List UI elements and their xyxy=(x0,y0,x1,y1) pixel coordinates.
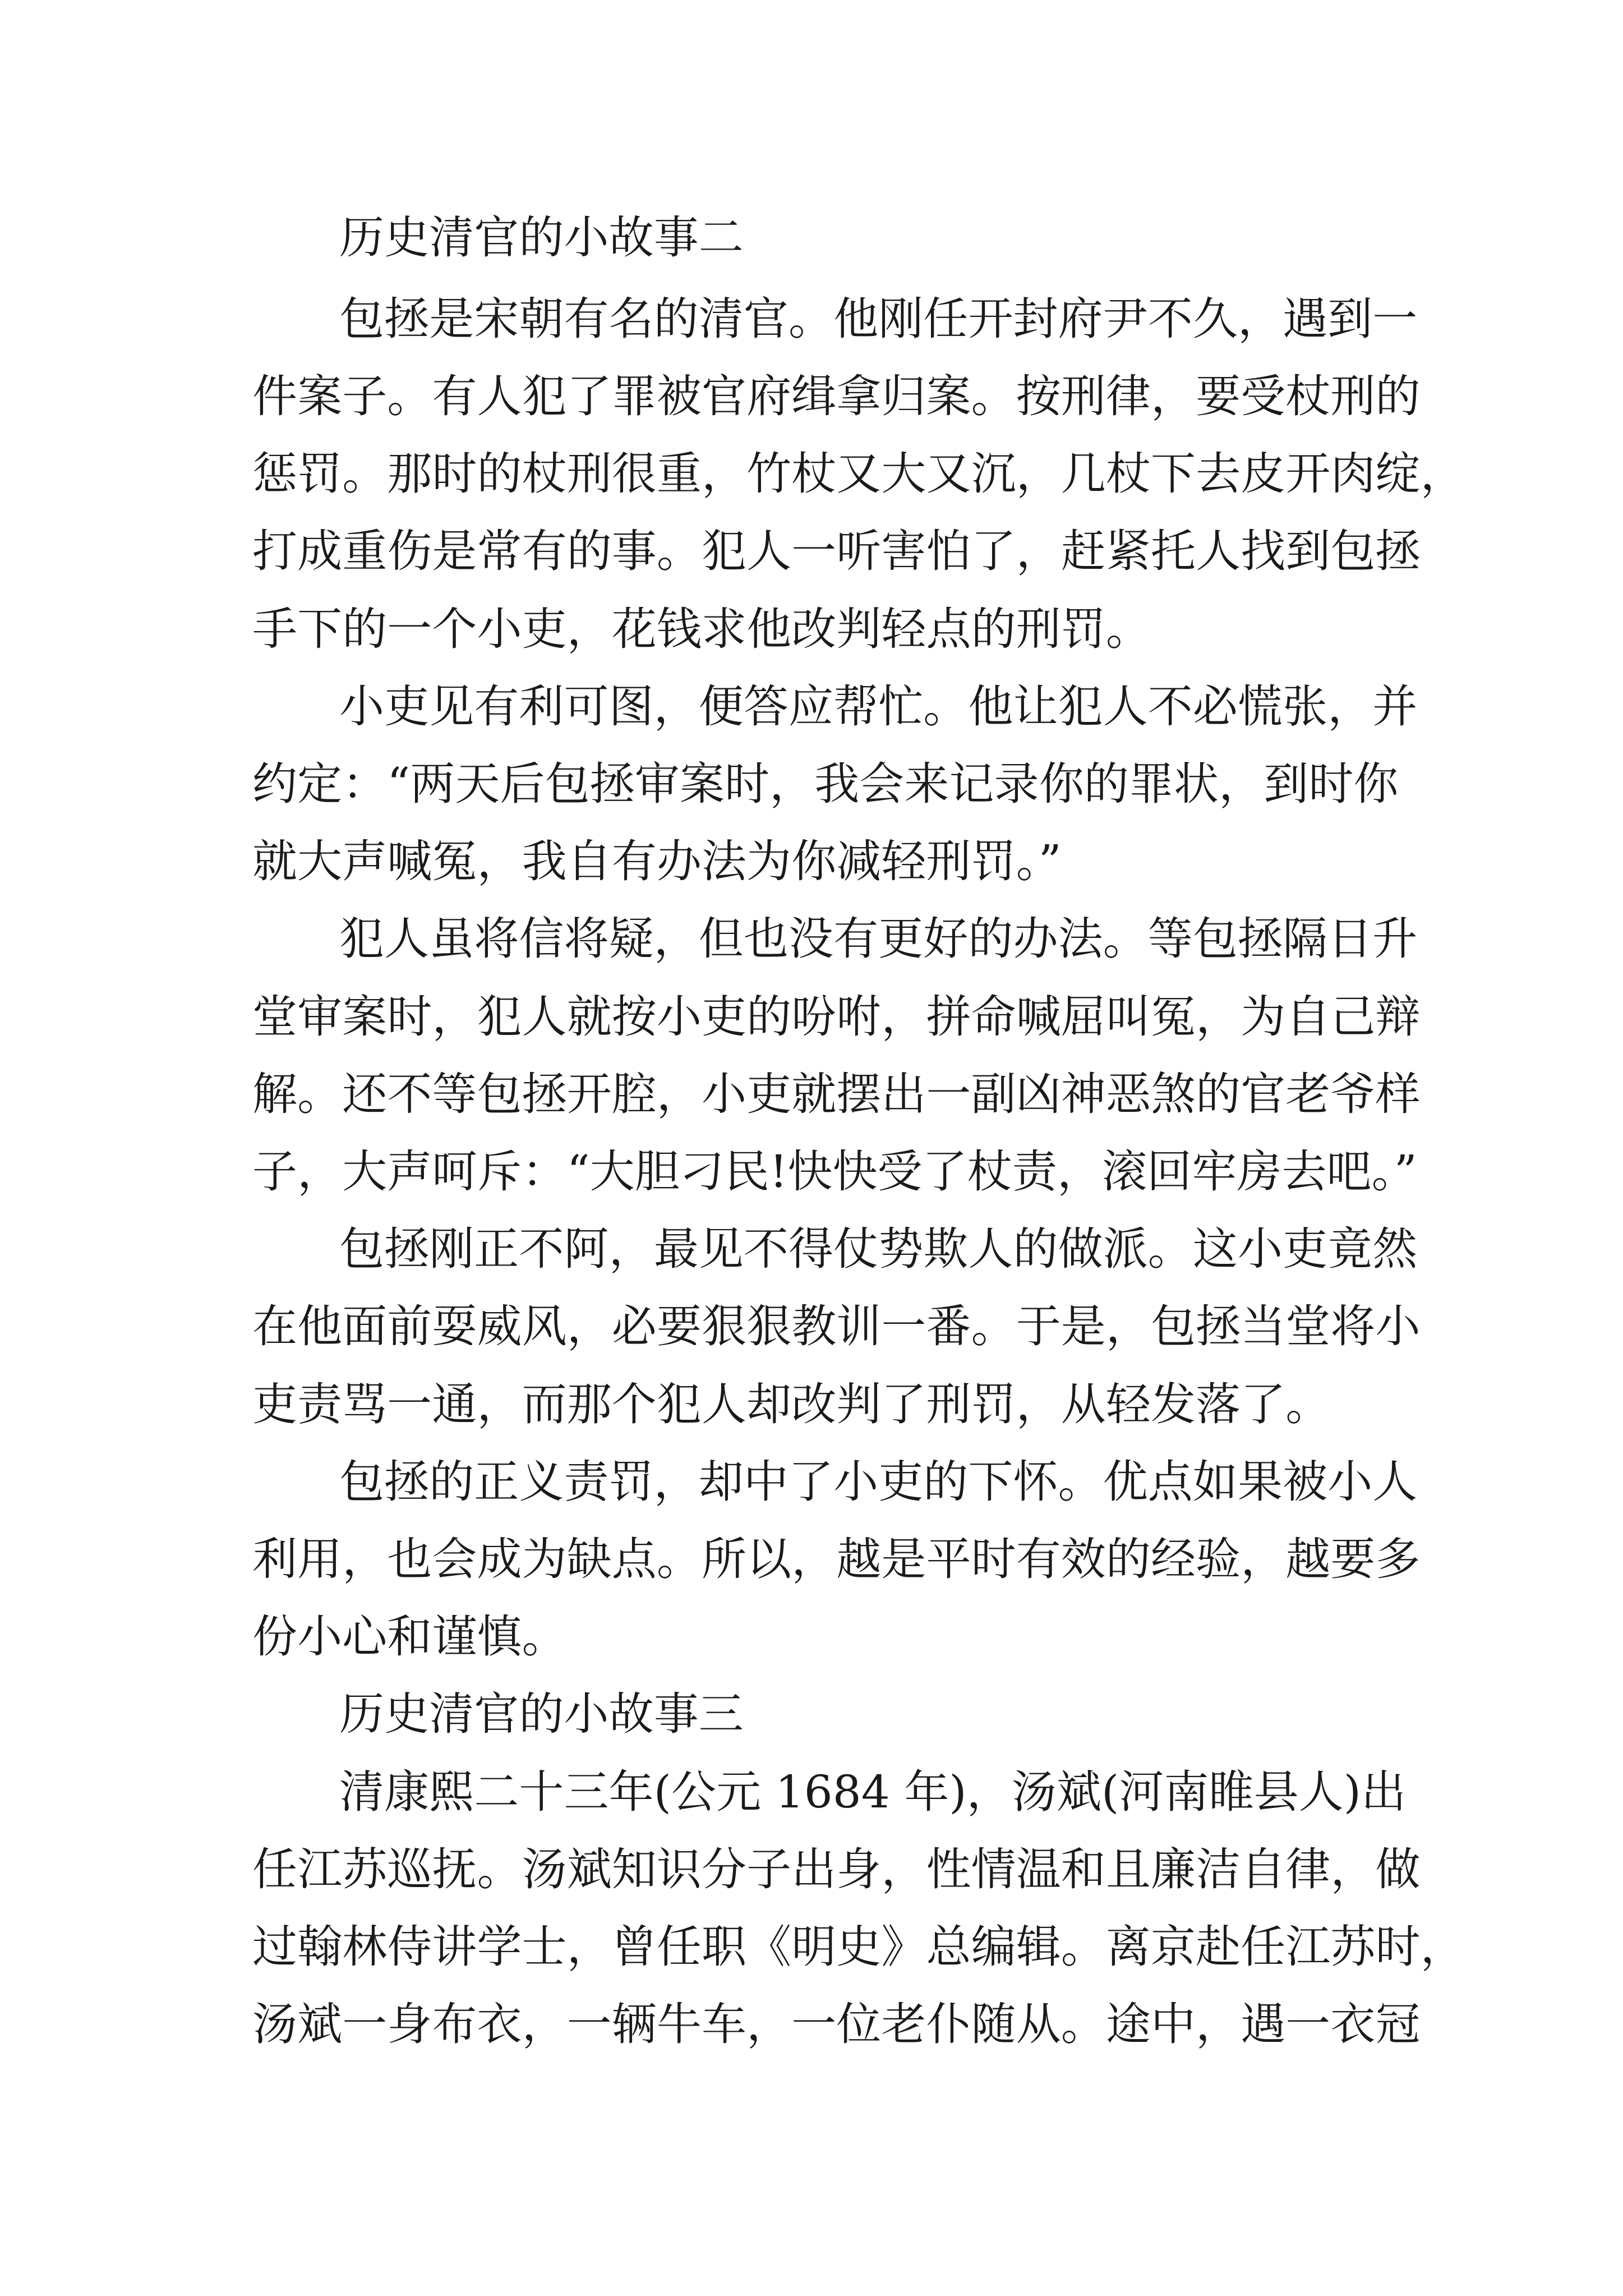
section-heading: 历史清官的小故事三 xyxy=(339,1688,744,1740)
paragraph-line: 份小心和谨慎。 xyxy=(252,1611,567,1663)
paragraph-line: 任江苏巡抚。汤斌知识分子出身，性情温和且廉洁自律，做 xyxy=(252,1843,1421,1895)
paragraph-line: 打成重伤是常有的事。犯人一听害怕了，赶紧托人找到包拯 xyxy=(252,525,1421,577)
paragraph-line: 汤斌一身布衣，一辆牛车，一位老仆随从。途中，遇一衣冠 xyxy=(252,1998,1421,2050)
paragraph-line: 堂审案时，犯人就按小吏的吩咐，拼命喊屈叫冤，为自己辩 xyxy=(252,991,1421,1043)
paragraph-line: 利用，也会成为缺点。所以，越是平时有效的经验，越要多 xyxy=(252,1533,1421,1585)
paragraph-line: 包拯刚正不阿，最见不得仗势欺人的做派。这小吏竟然 xyxy=(339,1223,1418,1275)
paragraph-line: 清康熙二十三年(公元 1684 年)，汤斌(河南睢县人)出 xyxy=(339,1766,1407,1818)
paragraph-line: 子，大声呵斥：“大胆刁民!快快受了杖责，滚回牢房去吧。” xyxy=(252,1145,1417,1198)
paragraph-line: 手下的一个小吏，花钱求他改判轻点的刑罚。 xyxy=(252,603,1151,655)
paragraph-line: 过翰林侍讲学士，曾任职《明史》总编辑。离京赴任江苏时， xyxy=(252,1921,1465,1973)
paragraph-line: 小吏见有利可图，便答应帮忙。他让犯人不必慌张，并 xyxy=(339,680,1418,733)
paragraph-line: 就大声喊冤，我自有办法为你减轻刑罚。” xyxy=(252,835,1062,887)
paragraph-line: 解。还不等包拯开腔，小吏就摆出一副凶神恶煞的官老爷样 xyxy=(252,1068,1421,1120)
paragraph-line: 包拯的正义责罚，却中了小吏的下怀。优点如果被小人 xyxy=(339,1456,1418,1508)
paragraph-line: 在他面前耍威风，必要狠狠教训一番。于是，包拯当堂将小 xyxy=(252,1300,1421,1352)
paragraph-line: 吏责骂一通，而那个犯人却改判了刑罚，从轻发落了。 xyxy=(252,1378,1331,1430)
paragraph-line: 件案子。有人犯了罪被官府缉拿归案。按刑律，要受杖刑的 xyxy=(252,370,1421,422)
paragraph-line: 惩罚。那时的杖刑很重，竹杖又大又沉，几杖下去皮开肉绽， xyxy=(252,448,1465,500)
paragraph-line: 包拯是宋朝有名的清官。他刚任开封府尹不久，遇到一 xyxy=(339,293,1418,345)
section-heading: 历史清官的小故事二 xyxy=(339,211,744,264)
paragraph-line: 犯人虽将信将疑，但也没有更好的办法。等包拯隔日升 xyxy=(339,913,1418,965)
paragraph-line: 约定：“两天后包拯审案时，我会来记录你的罪状，到时你 xyxy=(252,758,1399,810)
